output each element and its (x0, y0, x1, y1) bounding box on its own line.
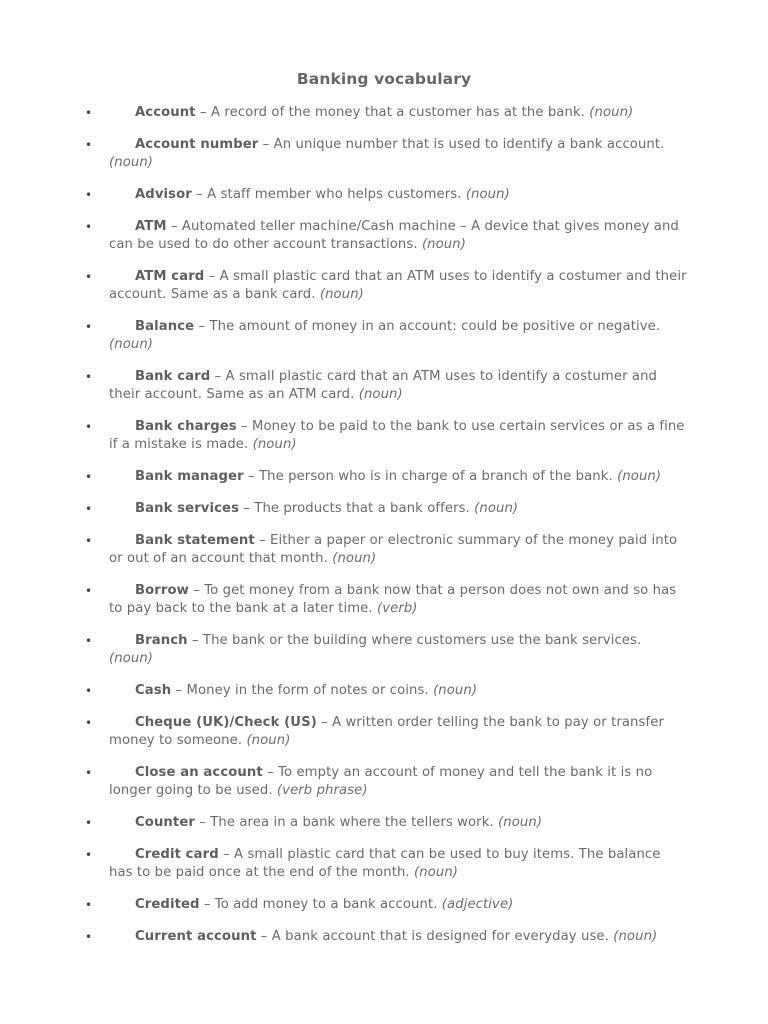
bullet-icon: • (85, 534, 93, 548)
bullet-icon: • (85, 106, 93, 120)
entry-term: ATM (135, 219, 167, 234)
entry-definition: – The area in a bank where the tellers work. (194, 815, 499, 830)
bullet-icon: • (85, 634, 93, 648)
entry-term: Account number (135, 137, 259, 152)
entry-part-of-speech: (verb phrase) (276, 783, 368, 798)
entry-part-of-speech: (noun) (613, 929, 658, 944)
entry-definition: – A small plastic card that an ATM uses to identify a costumer and their account. Same as an ATM card. (109, 369, 658, 402)
list-item (0, 714, 768, 750)
entry-part-of-speech: (noun) (109, 337, 154, 352)
entry-term: Bank services (135, 501, 240, 516)
list-item (0, 186, 768, 204)
entry-definition: – An unique number that is used to identify a bank account. (258, 137, 665, 152)
entry-term: Borrow (135, 583, 189, 598)
entry-definition: – A bank account that is designed for everyday use. (256, 929, 614, 944)
entry-term: Advisor (135, 187, 192, 202)
list-item (0, 268, 768, 304)
bullet-icon: • (85, 138, 93, 152)
entry-part-of-speech: (noun) (474, 501, 519, 516)
entry-definition: – A small plastic card that an ATM uses to identify a costumer and their account. Same as a bank card. (109, 269, 687, 302)
page-title: Banking vocabulary (296, 70, 472, 88)
list-item (0, 764, 768, 800)
list-item (0, 136, 768, 172)
bullet-icon: • (85, 816, 93, 830)
entry-part-of-speech: (noun) (465, 187, 510, 202)
entry-part-of-speech: (noun) (246, 733, 291, 748)
entry-definition: – To add money to a bank account. (199, 897, 442, 912)
entry-part-of-speech: (noun) (109, 651, 154, 666)
entry-term: Bank card (135, 369, 211, 384)
entry-part-of-speech: (adjective) (441, 897, 514, 912)
entry-term: Counter (135, 815, 195, 830)
bullet-icon: • (85, 188, 93, 202)
entry-term: Bank statement (135, 533, 255, 548)
entry-part-of-speech: (noun) (109, 155, 154, 170)
entry-definition: – A record of the money that a customer has at the bank. (195, 105, 590, 120)
list-item (0, 896, 768, 914)
entry-part-of-speech: (verb) (376, 601, 418, 616)
list-item (0, 846, 768, 882)
entry-term: ATM card (135, 269, 205, 284)
entry-term: Cash (135, 683, 172, 698)
list-item (0, 532, 768, 568)
entry-definition: – Money to be paid to the bank to use certain services or as a fine if a mistake is made. (109, 419, 685, 452)
list-item (0, 632, 768, 668)
entry-definition: – To empty an account of money and tell the bank it is no longer going to be used. (109, 765, 653, 798)
bullet-icon: • (85, 220, 93, 234)
entry-definition: – A written order telling the bank to pay or transfer money to someone. (109, 715, 664, 748)
entry-part-of-speech: (noun) (332, 551, 377, 566)
list-item (0, 218, 768, 254)
list-item (0, 928, 768, 946)
entry-part-of-speech: (noun) (252, 437, 297, 452)
entry-term: Bank manager (135, 469, 244, 484)
entry-part-of-speech: (noun) (414, 865, 459, 880)
list-item (0, 368, 768, 404)
bullet-icon: • (85, 930, 93, 944)
list-item (0, 582, 768, 618)
bullet-icon: • (85, 320, 93, 334)
entry-term: Current account (135, 929, 257, 944)
list-item (0, 418, 768, 454)
entry-definition: – To get money from a bank now that a person does not own and so has to pay back to the bank at a later time. (109, 583, 677, 616)
entry-term: Credit card (135, 847, 219, 862)
entry-definition: – The person who is in charge of a branch of the bank. (243, 469, 618, 484)
entry-definition: – A staff member who helps customers. (191, 187, 466, 202)
entry-term: Cheque (UK)/Check (US) (135, 715, 317, 730)
bullet-icon: • (85, 898, 93, 912)
entry-term: Credited (135, 897, 200, 912)
bullet-icon: • (85, 684, 93, 698)
entry-part-of-speech: (noun) (498, 815, 543, 830)
bullet-icon: • (85, 270, 93, 284)
list-item (0, 814, 768, 832)
entry-definition: – Money in the form of notes or coins. (171, 683, 434, 698)
entry-definition: – Automated teller machine/Cash machine – A device that gives money and can be used to do other account transactions. (109, 219, 679, 252)
bullet-icon: • (85, 420, 93, 434)
entry-definition: – Either a paper or electronic summary of the money paid into or out of an account that month. (109, 533, 678, 566)
entry-term: Balance (135, 319, 195, 334)
list-item (0, 104, 768, 122)
entry-definition: – The bank or the building where customers use the bank services. (187, 633, 642, 648)
bullet-icon: • (85, 584, 93, 598)
entry-part-of-speech: (noun) (617, 469, 662, 484)
entry-definition: – The amount of money in an account: could be positive or negative. (194, 319, 661, 334)
list-item (0, 468, 768, 486)
entry-term: Close an account (135, 765, 263, 780)
entry-part-of-speech: (noun) (589, 105, 634, 120)
list-item (0, 318, 768, 354)
bullet-icon: • (85, 848, 93, 862)
entry-definition: – The products that a bank offers. (239, 501, 475, 516)
entry-term: Bank charges (135, 419, 237, 434)
bullet-icon: • (85, 716, 93, 730)
entry-term: Branch (135, 633, 188, 648)
vocabulary-list (0, 104, 768, 960)
entry-term: Account (135, 105, 196, 120)
bullet-icon: • (85, 470, 93, 484)
list-item (0, 500, 768, 518)
entry-part-of-speech: (noun) (319, 287, 364, 302)
bullet-icon: • (85, 370, 93, 384)
entry-part-of-speech: (noun) (421, 237, 466, 252)
list-item (0, 682, 768, 700)
entry-definition: – A small plastic card that can be used to buy items. The balance has to be paid once at the end of the month. (109, 847, 661, 880)
entry-part-of-speech: (noun) (433, 683, 478, 698)
entry-part-of-speech: (noun) (358, 387, 403, 402)
bullet-icon: • (85, 766, 93, 780)
bullet-icon: • (85, 502, 93, 516)
